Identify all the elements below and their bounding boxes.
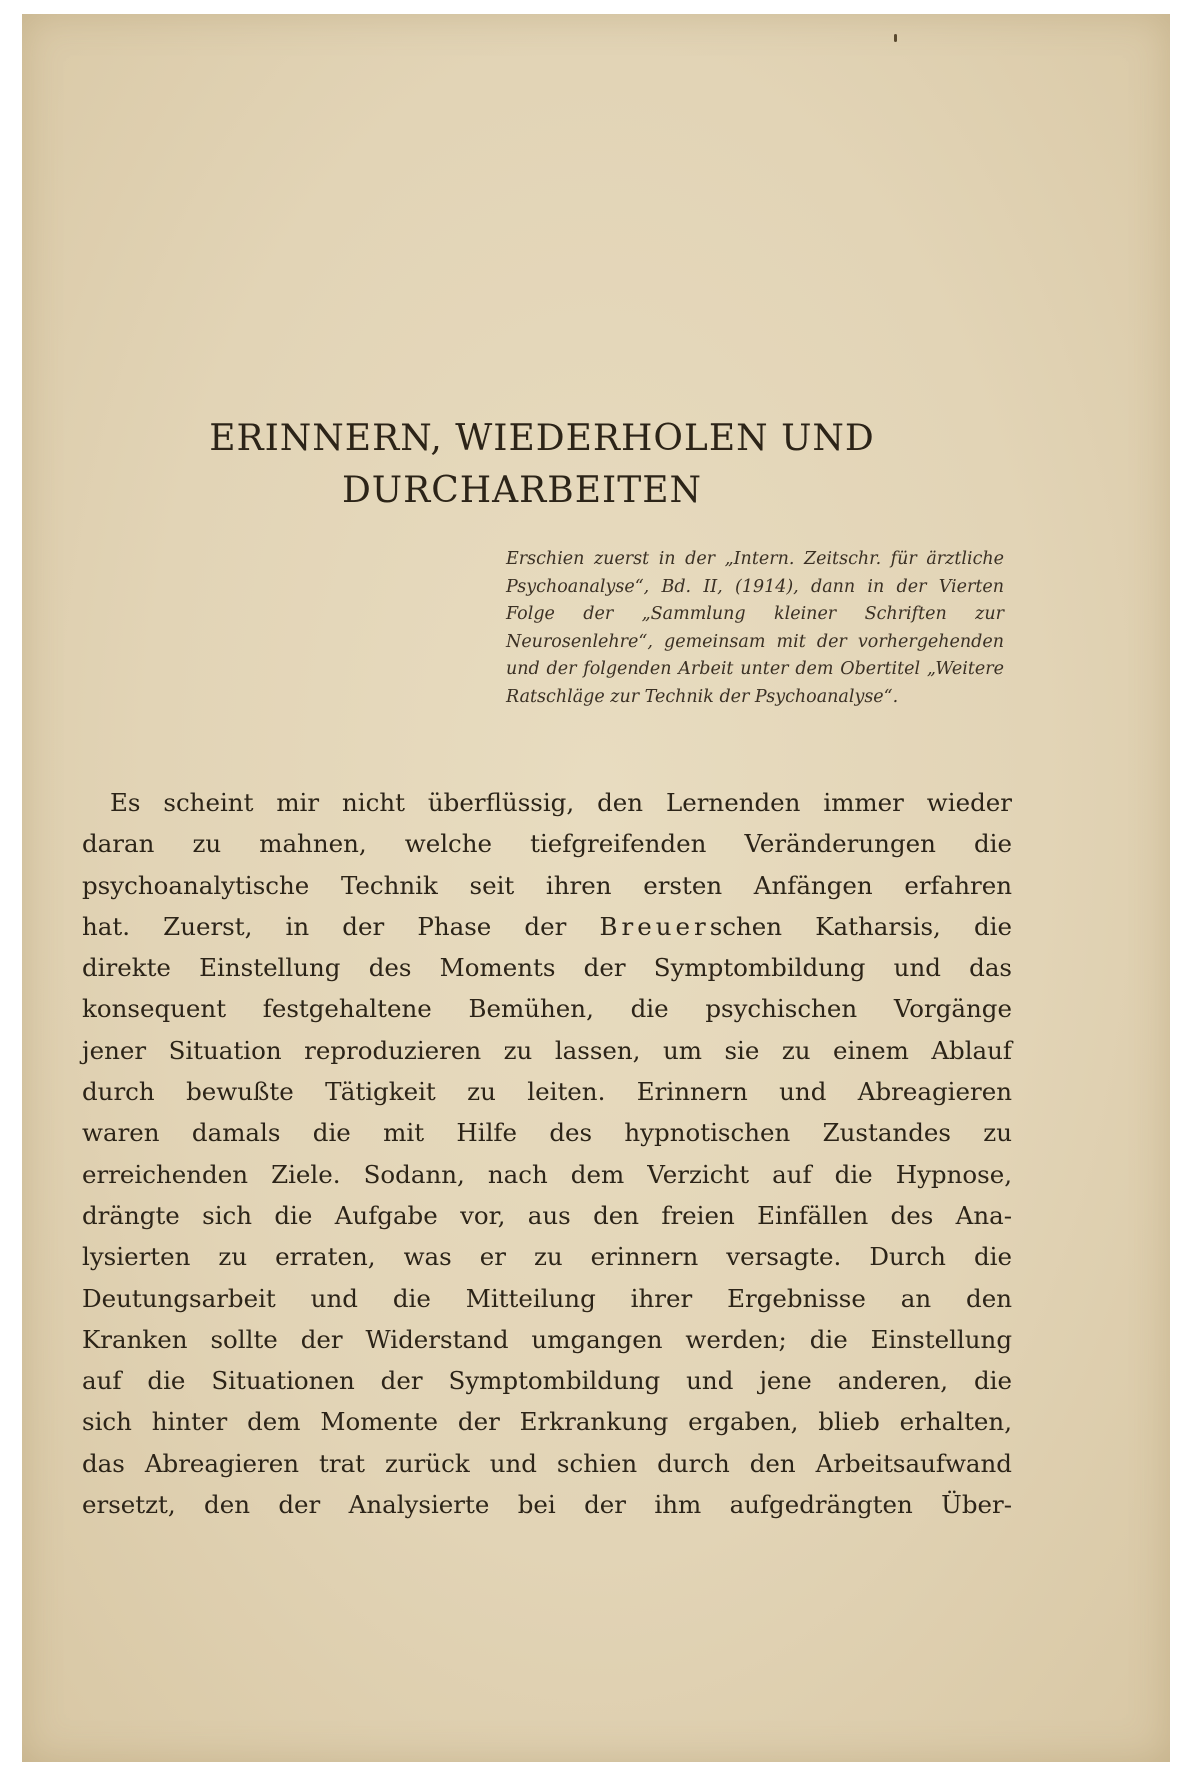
body-line: das Abreagieren trat zurück und schien durch den Arbeitsaufwand: [82, 1448, 1012, 1478]
body-line: daran zu mahnen, welche tiefgreifenden Veränderungen die: [82, 829, 1012, 859]
chapter-title-line-1: ERINNERN, WIEDERHOLEN UND: [209, 418, 875, 459]
body-line: sich hinter dem Momente der Erkrankung ergaben, blieb erhalten,: [82, 1407, 1012, 1437]
publication-note: Erschien zuerst in der „Intern. Zeitschr. für ärztliche Psychoanalyse“, Bd. II, (1914), dann in der Vierten Folge der „Sammlung kleiner Schriften zur Neurosenlehre“, gemeinsam mit der vorhergehenden und der folgenden Arbeit unter dem Obertitel „Weitere Ratschläge zur Technik der Psychoanalyse“.: [506, 549, 1004, 707]
body-line: drängte sich die Aufgabe vor, aus den freien Einfällen des Ana-: [82, 1200, 1012, 1230]
body-line: durch bewußte Tätigkeit zu leiten. Erinnern und Abreagieren: [82, 1077, 1012, 1107]
body-line: auf die Situationen der Symptombildung und jene anderen, die: [82, 1366, 1012, 1396]
book-page: [22, 14, 1170, 1762]
body-line: psychoanalytische Technik seit ihren ersten Anfängen erfahren: [82, 870, 1012, 900]
paper-speck: [894, 34, 897, 42]
body-line: waren damals die mit Hilfe des hypnotischen Zustandes zu: [82, 1118, 1012, 1148]
body-line: [82, 906, 1012, 947]
body-text: [82, 782, 1012, 1525]
body-line: jener Situation reproduzieren zu lassen, um sie zu einem Ablauf: [82, 1035, 1012, 1065]
body-line-segment: hat. Zuerst, in der Phase der: [82, 911, 567, 941]
body-line: erreichenden Ziele. Sodann, nach dem Verzicht auf die Hypnose,: [82, 1159, 1012, 1189]
body-line: Es scheint mir nicht überflüssig, den Lernenden immer wieder: [110, 788, 1012, 817]
body-line-segment: schen Katharsis, die: [709, 911, 1012, 941]
body-line: ersetzt, den der Analysierte bei der ihm aufgedrängten Über-: [82, 1490, 1012, 1520]
body-line: lysierten zu erraten, was er zu erinnern versagte. Durch die: [82, 1242, 1012, 1272]
body-line: Deutungsarbeit und die Mitteilung ihrer Ergebnisse an den: [82, 1283, 1012, 1313]
body-line: direkte Einstellung des Moments der Symptombildung und das: [82, 953, 1012, 983]
spaced-name-breuer: Breuer: [599, 911, 710, 941]
chapter-title-line-2: DURCHARBEITEN: [341, 470, 703, 511]
body-line: konsequent festgehaltene Bemühen, die psychischen Vorgänge: [82, 994, 1012, 1024]
body-line: Kranken sollte der Widerstand umgangen werden; die Einstellung: [82, 1324, 1012, 1354]
